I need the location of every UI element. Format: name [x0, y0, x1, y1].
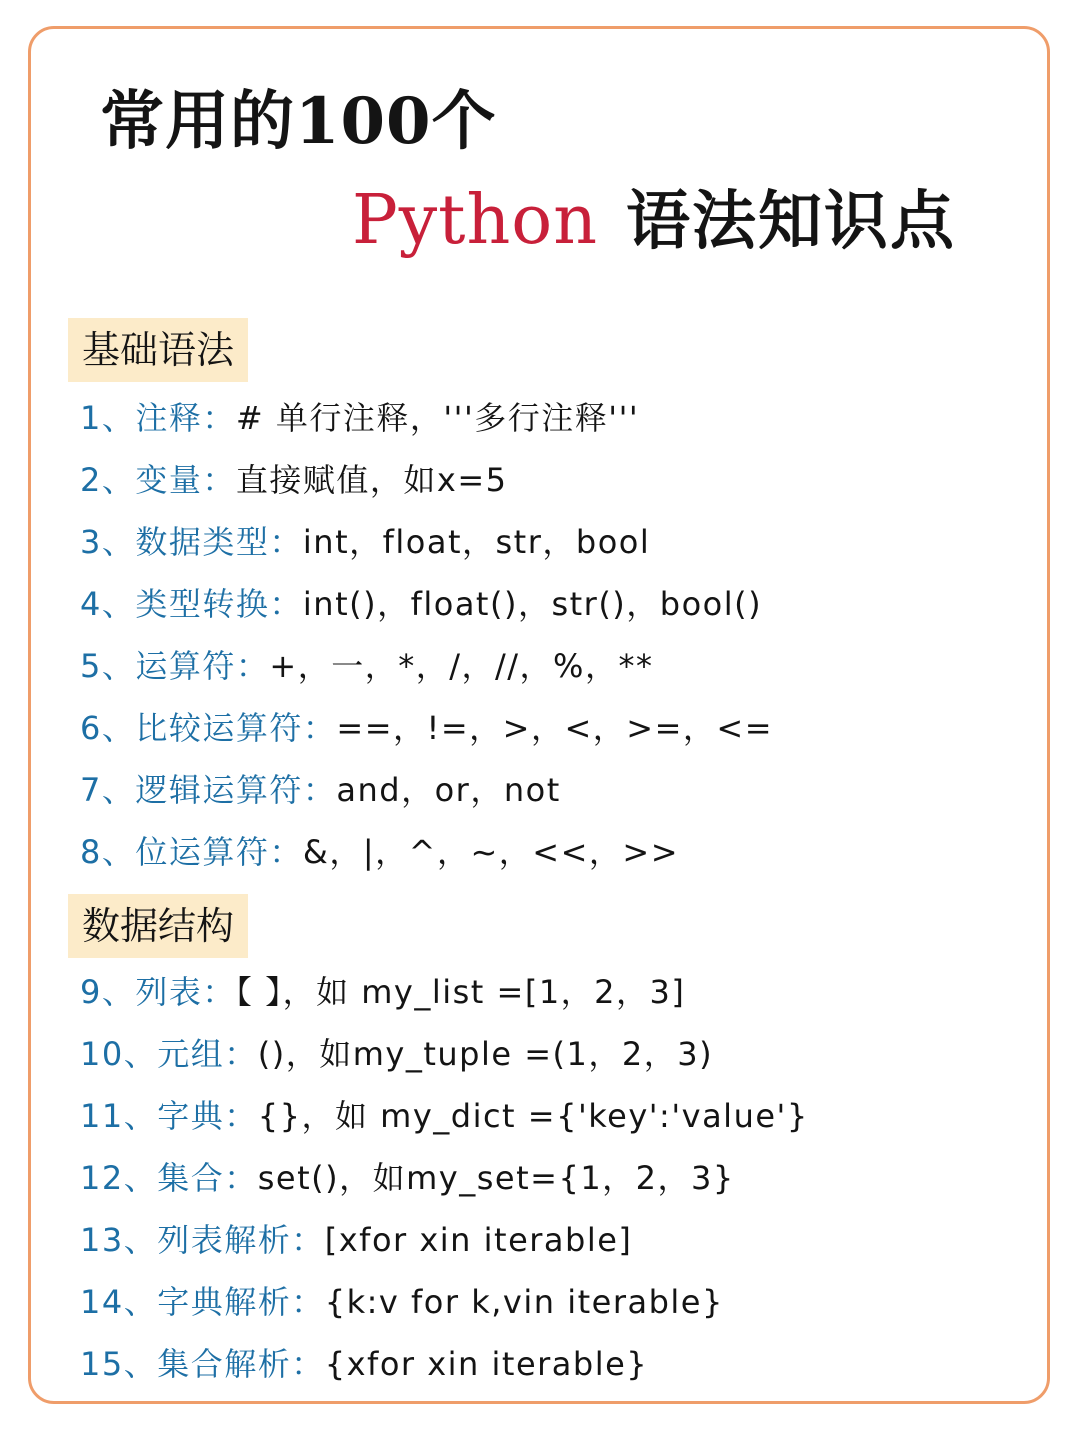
item-label: 集合解析： [157, 1345, 325, 1383]
item-label: 类型转换： [135, 585, 303, 623]
item-value: int，float，str，bool [302, 523, 651, 561]
item-value: set()，如my_set={1，2，3} [257, 1159, 735, 1197]
item-value: ()，如my_tuple =(1，2，3) [257, 1035, 714, 1073]
item-value: {xfor xin iterable} [324, 1345, 649, 1383]
item-number: 10、 [80, 1035, 158, 1073]
title-line-1: 常用的100个 [100, 84, 497, 159]
item-number: 3、 [80, 523, 136, 561]
section-heading-basic-syntax: 基础语法 [68, 318, 248, 382]
item-label: 比较运算符： [135, 709, 337, 747]
item-label: 集合： [157, 1159, 258, 1197]
item-value: and，or，not [336, 771, 561, 809]
list-item [80, 770, 561, 810]
item-number: 11、 [80, 1097, 158, 1135]
item-value: 直接赋值，如x=5 [235, 461, 508, 499]
item-label: 列表解析： [157, 1221, 325, 1259]
item-number: 13、 [80, 1221, 158, 1259]
title-python: Python [352, 181, 599, 260]
item-number: 5、 [80, 647, 136, 685]
list-item [80, 1096, 809, 1136]
item-label: 运算符： [135, 647, 270, 685]
item-value: ==，!=，>，<，>=，<= [336, 709, 774, 747]
item-number: 2、 [80, 461, 136, 499]
title-rest: 语法知识点 [626, 184, 957, 259]
item-value: [xfor xin iterable] [324, 1221, 633, 1259]
list-item [80, 584, 762, 624]
item-label: 数据类型： [135, 523, 303, 561]
item-label: 逻辑运算符： [135, 771, 337, 809]
title-line-2 [352, 170, 956, 262]
item-number: 8、 [80, 833, 136, 871]
item-number: 12、 [80, 1159, 158, 1197]
item-label: 变量： [135, 461, 236, 499]
list-item [80, 398, 639, 438]
list-item [80, 972, 685, 1012]
list-item [80, 1282, 724, 1322]
list-item [80, 1158, 735, 1198]
list-item [80, 832, 679, 872]
item-value: {k:v for k,vin iterable} [324, 1283, 724, 1321]
item-number: 9、 [80, 973, 136, 1011]
item-value: 【 】，如 my_list =[1，2，3] [235, 973, 686, 1011]
item-label: 字典解析： [157, 1283, 325, 1321]
list-item [80, 1220, 632, 1260]
item-value: {}，如 my_dict ={'key':'value'} [257, 1097, 809, 1135]
item-label: 注释： [135, 399, 236, 437]
item-value: &，|，^，~，<<，>> [302, 833, 680, 871]
item-number: 6、 [80, 709, 136, 747]
item-label: 列表： [135, 973, 236, 1011]
item-value: # 单行注释，'''多行注释''' [235, 399, 640, 437]
item-label: 元组： [157, 1035, 258, 1073]
section-heading-data-structures: 数据结构 [68, 894, 248, 958]
item-number: 1、 [80, 399, 136, 437]
list-item [80, 522, 650, 562]
item-number: 4、 [80, 585, 136, 623]
item-number: 14、 [80, 1283, 158, 1321]
item-label: 字典： [157, 1097, 258, 1135]
list-item [80, 460, 508, 500]
list-item [80, 1344, 648, 1384]
item-number: 7、 [80, 771, 136, 809]
item-value: int()，float()，str()，bool() [302, 585, 763, 623]
list-item [80, 1034, 713, 1074]
list-item [80, 708, 773, 748]
item-value: +，一，*，/，//，%，** [269, 647, 654, 685]
item-label: 位运算符： [135, 833, 303, 871]
list-item [80, 646, 653, 686]
item-number: 15、 [80, 1345, 158, 1383]
